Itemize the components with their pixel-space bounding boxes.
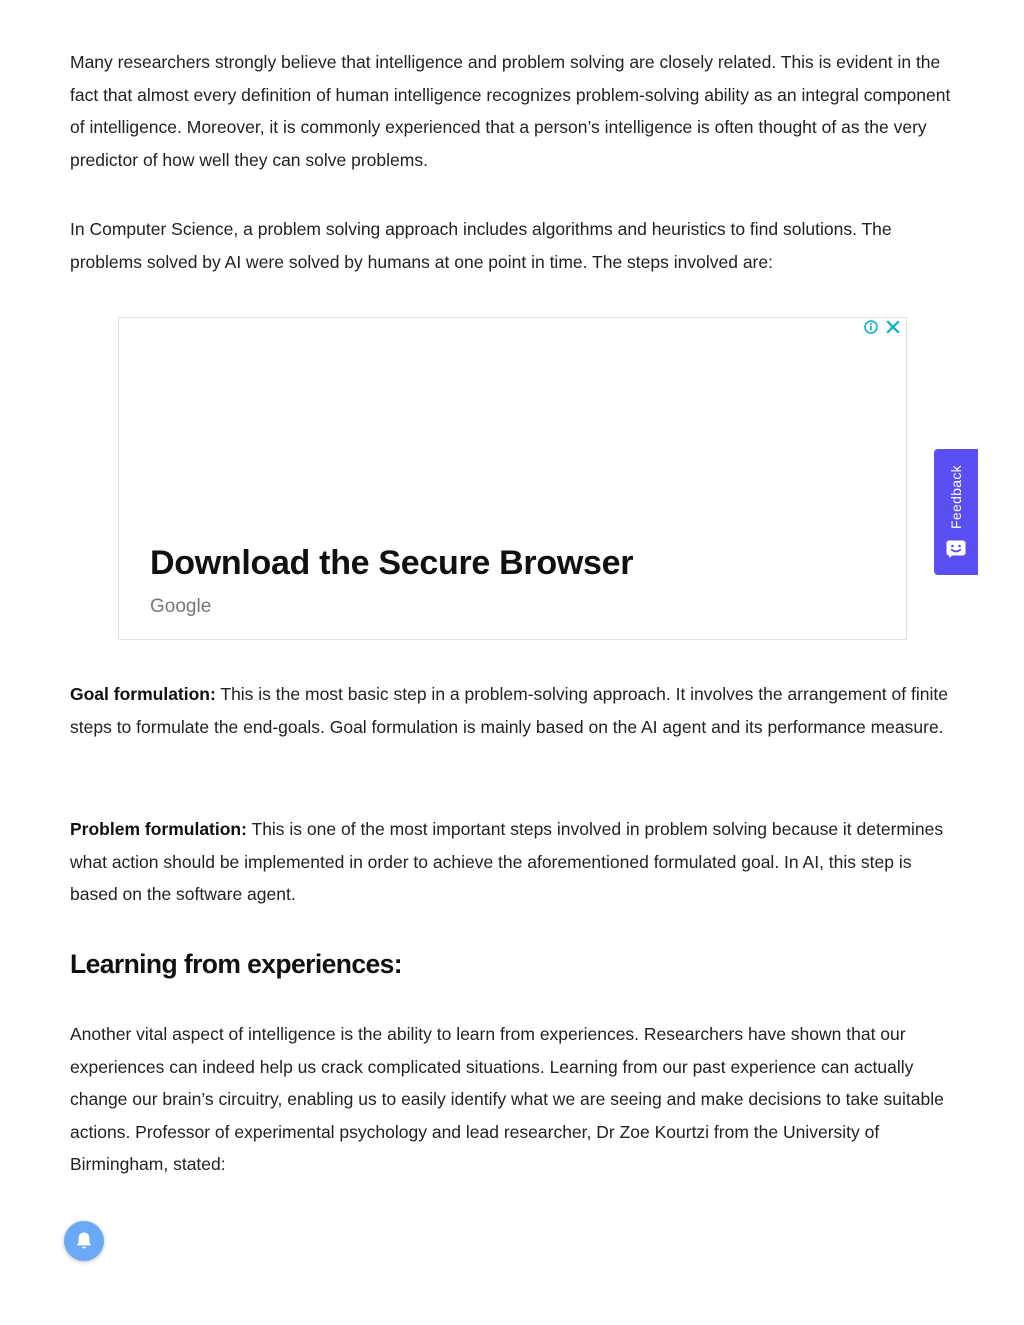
paragraph-computer-science: In Computer Science, a problem solving approach includes algorithms and heuristics to find solutions. The problems solved by AI were solved by humans at one point in time. The steps involved are: [70, 219, 892, 272]
problem-formulation-label: Problem formulation: [70, 819, 247, 839]
advertisement-banner[interactable] [118, 317, 907, 640]
goal-formulation-label: Goal formulation: [70, 684, 216, 704]
ad-advertiser: Google [150, 596, 212, 617]
feedback-tab[interactable] [934, 449, 978, 575]
paragraph-learning: Another vital aspect of intelligence is the ability to learn from experiences. Researchers have shown that our experiences can indeed help us crack complicated situations. Learning from our past experience can actually change our brain’s circuitry, enabling us to easily identify what we are seeing and make decisions to take suitable actions. Professor of experimental psychology and lead researcher, Dr Zoe Kourtzi from the University of Birmingham, stated: [70, 1024, 944, 1175]
goal-formulation-text: This is the most basic step in a problem-solving approach. It involves the arrangement of finite steps to formulate the end-goals. Goal formulation is mainly based on the AI agent and its performance measure. [70, 684, 948, 737]
feedback-label: Feedback [948, 465, 964, 529]
feedback-smiley-icon [946, 540, 966, 558]
section-heading-learning: Learning from experiences: [70, 949, 402, 979]
close-icon[interactable] [884, 318, 902, 336]
bell-icon [75, 1231, 93, 1251]
problem-formulation-text: This is one of the most important steps involved in problem solving because it determines what action should be implemented in order to achieve the aforementioned formulated goal. In AI, this step is based on the software agent. [70, 819, 944, 905]
paragraph-problem-formulation [70, 813, 960, 911]
paragraph-intro: Many researchers strongly believe that intelligence and problem solving are closely related. This is evident in the fact that almost every definition of human intelligence recognizes problem-solving ability as an integral component of intelligence. Moreover, it is commonly experienced that a person’s intelligence is often thought of as the very predictor of how well they can solve problems. [70, 52, 951, 170]
info-icon[interactable] [864, 320, 878, 334]
paragraph-goal-formulation [70, 678, 960, 743]
notification-bell-button[interactable] [64, 1221, 104, 1261]
ad-headline[interactable]: Download the Secure Browser [150, 544, 634, 582]
